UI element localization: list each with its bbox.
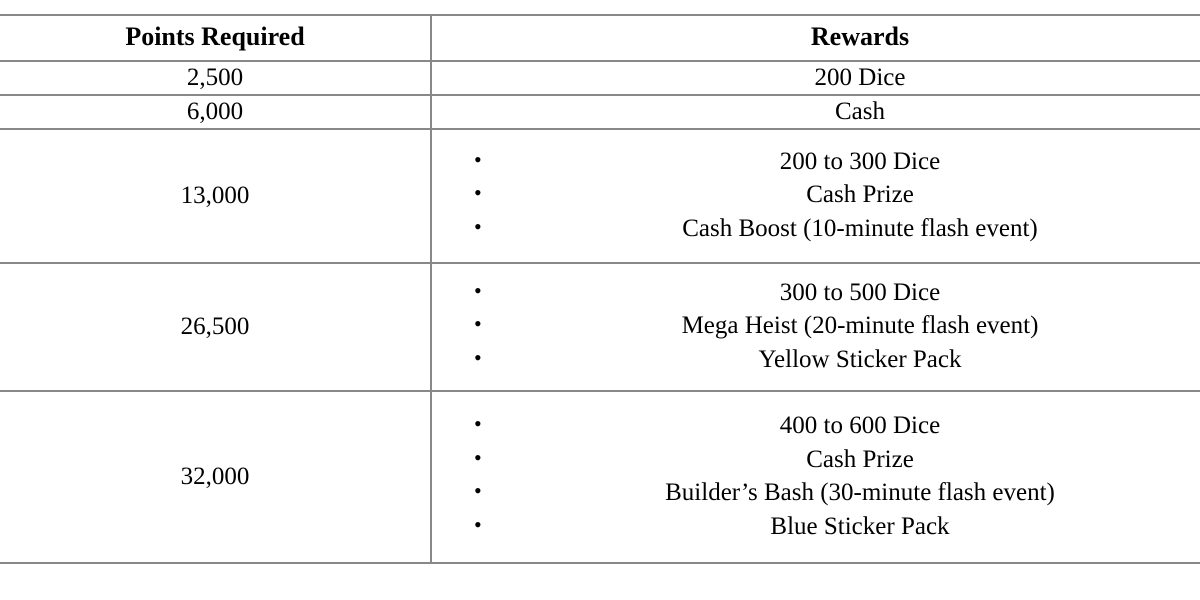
list-item: • Mega Heist (20-minute flash event) [432,309,1200,343]
rewards-table [0,14,1200,564]
table-header-row [0,15,1200,61]
list-item: • 400 to 600 Dice [432,409,1200,443]
column-header-rewards: Rewards [431,15,1200,61]
list-item: • 300 to 500 Dice [432,276,1200,310]
cell-rewards [431,391,1200,563]
list-item: • Builder’s Bash (30-minute flash event) [432,476,1200,510]
column-header-points-required: Points Required [0,15,431,61]
list-item: • Cash Prize [432,443,1200,477]
cell-points-required: 2,500 [0,61,431,95]
reward-list [432,137,1200,256]
list-item: • Cash Boost (10-minute flash event) [432,212,1200,246]
cell-points-required: 32,000 [0,391,431,563]
cell-points-required: 6,000 [0,95,431,129]
reward-list [432,268,1200,387]
cell-rewards [431,61,1200,95]
list-item: • Blue Sticker Pack [432,510,1200,544]
table-row [0,61,1200,95]
reward-text: Cash [835,98,885,125]
cell-points-required: 26,500 [0,263,431,391]
list-item: • Yellow Sticker Pack [432,343,1200,377]
cell-points-required: 13,000 [0,129,431,263]
cell-rewards [431,129,1200,263]
cell-rewards [431,95,1200,129]
reward-text: 200 Dice [814,64,906,91]
list-item: • 200 to 300 Dice [432,145,1200,179]
table-row [0,129,1200,263]
table-row [0,263,1200,391]
cell-rewards [431,263,1200,391]
table-row [0,95,1200,129]
table-body [0,61,1200,563]
table-row [0,391,1200,563]
reward-list [432,401,1200,553]
list-item: • Cash Prize [432,178,1200,212]
table-header [0,15,1200,61]
